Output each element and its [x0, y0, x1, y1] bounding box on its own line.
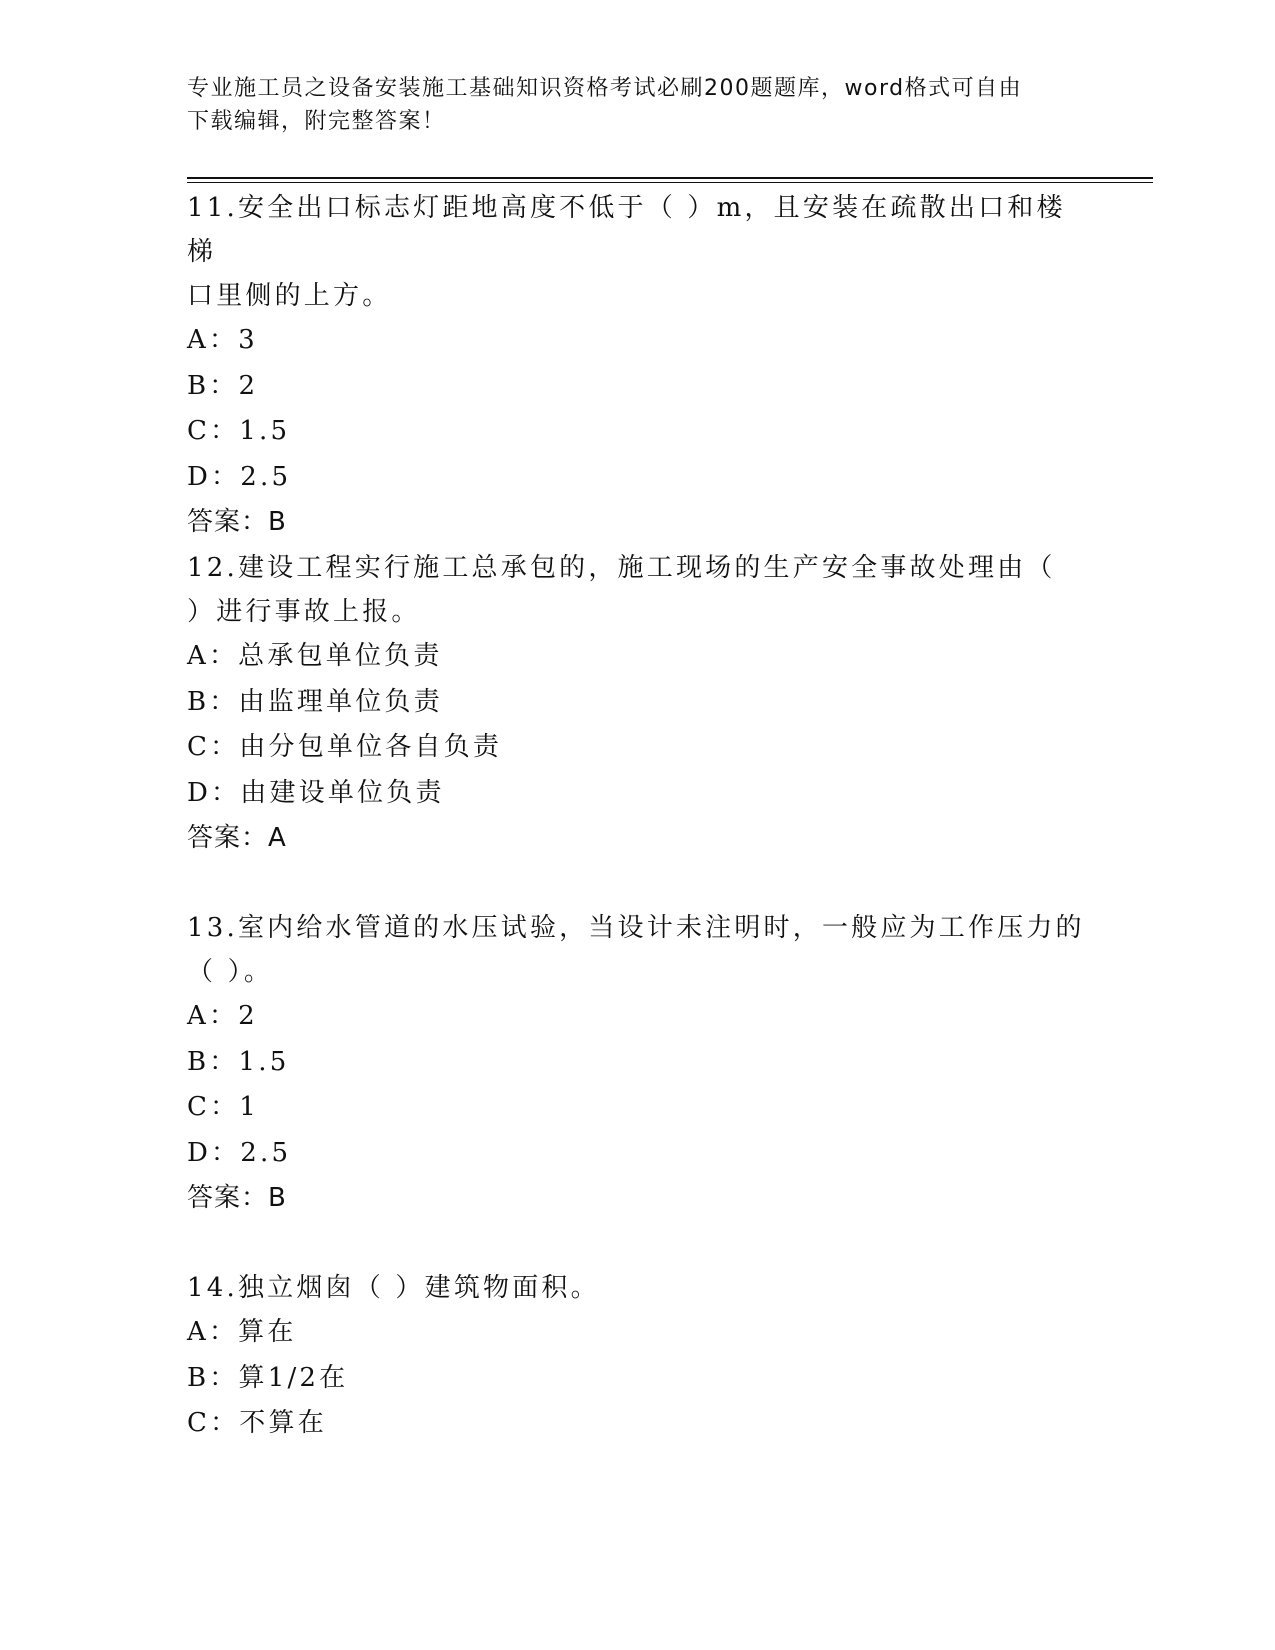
option-a: A：总承包单位负责 [187, 641, 443, 671]
header-line-2: 下载编辑，附完整答案！ [187, 109, 446, 134]
question-text-line-1: 14.独立烟囱（ ）建筑物面积。 [187, 1273, 600, 1303]
option-c: C：不算在 [187, 1408, 327, 1438]
question-11 [187, 186, 1087, 545]
option-d: D：2.5 [187, 1137, 292, 1168]
question-12 [187, 546, 1087, 861]
option-a: A：算在 [187, 1317, 297, 1347]
question-text-line-1: 13.室内给水管道的水压试验，当设计未注明时，一般应为工作压力的 [187, 913, 1085, 943]
question-14 [187, 1266, 1087, 1447]
question-13 [187, 906, 1087, 1221]
option-b: B：算1/2在 [187, 1362, 349, 1393]
document-header [187, 72, 1087, 138]
option-d: D：2.5 [187, 461, 292, 492]
header-divider-thin [187, 182, 1153, 183]
answer: 答案：B [187, 507, 287, 537]
answer: 答案：A [187, 823, 287, 853]
header-divider-thick [187, 177, 1153, 179]
question-text-line-1: 12.建设工程实行施工总承包的，施工现场的生产安全事故处理由（ [187, 553, 1056, 583]
option-c: C：由分包单位各自负责 [187, 732, 503, 762]
option-c: C：1 [187, 1092, 260, 1122]
option-c: C：1.5 [187, 416, 291, 446]
header-line-1: 专业施工员之设备安装施工基础知识资格考试必刷200题题库，word格式可自由 [187, 76, 1023, 101]
question-text-line-2: ）进行事故上报。 [187, 597, 421, 627]
option-b: B：由监理单位负责 [187, 686, 443, 717]
option-d: D：由建设单位负责 [187, 777, 445, 808]
option-b: B：2 [187, 370, 259, 401]
option-a: A：2 [187, 1001, 258, 1031]
question-text-line-2: 口里侧的上方。 [187, 281, 392, 311]
option-b: B：1.5 [187, 1046, 290, 1077]
answer: 答案：B [187, 1183, 287, 1213]
option-a: A：3 [187, 325, 258, 355]
question-text-line-2: （ ）。 [187, 957, 274, 987]
question-text-line-1: 11.安全出口标志灯距地高度不低于（ ）m，且安装在疏散出口和楼梯 [187, 193, 1066, 267]
